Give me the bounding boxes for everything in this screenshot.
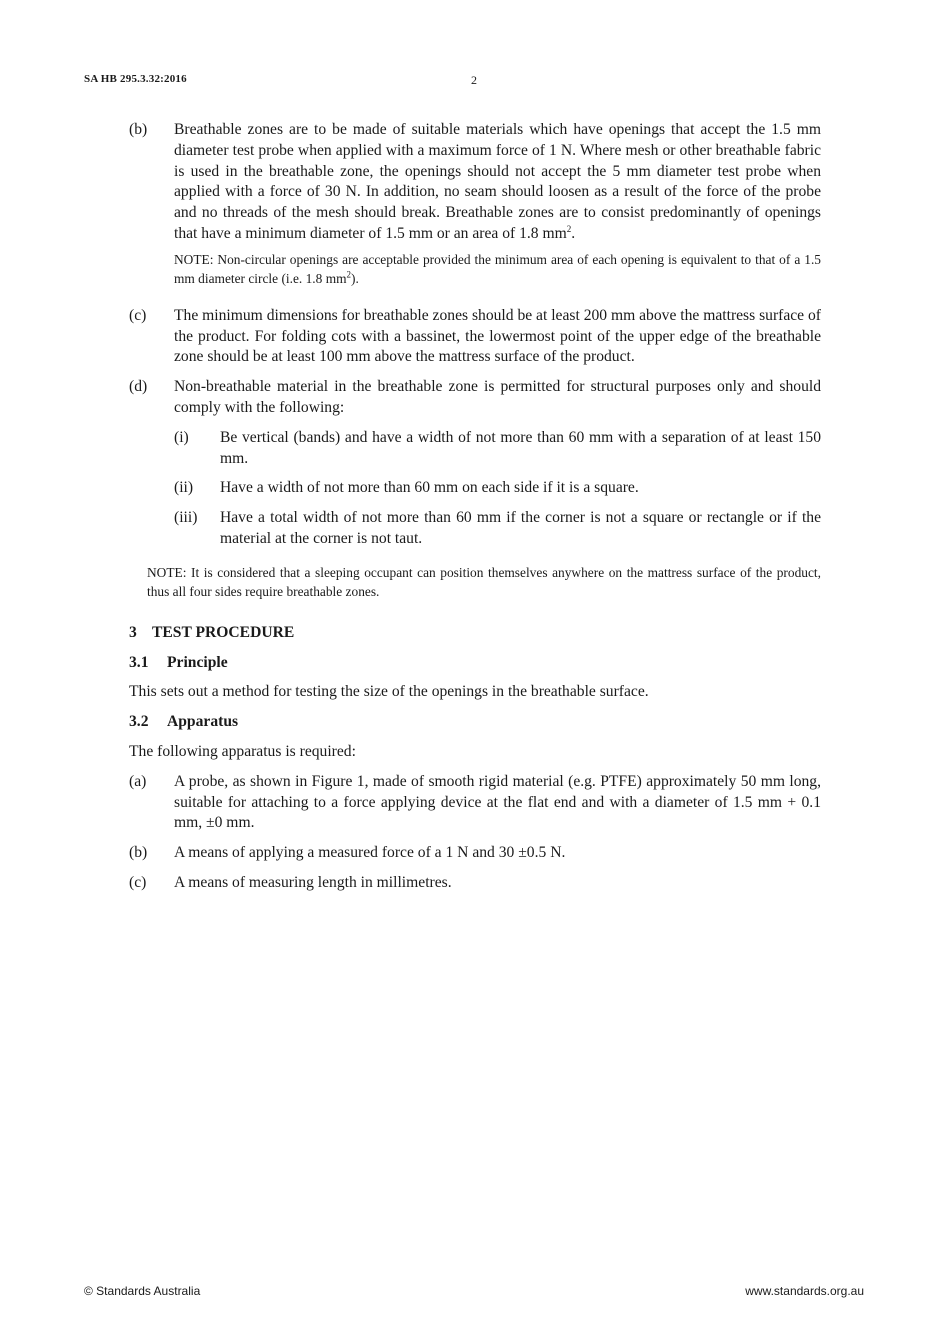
- subsection-number: 3.2: [129, 713, 149, 731]
- list-text: Non-breathable material in the breathable zone is permitted for structural purposes only and should comply with the following:: [174, 378, 821, 416]
- document-id: SA HB 295.3.32:2016: [84, 73, 187, 85]
- list-item-d: [129, 377, 821, 556]
- list-label: (b): [129, 121, 148, 138]
- sub-text: Have a width of not more than 60 mm on each side if it is a square.: [220, 479, 639, 497]
- sub-text: Have a total width of not more than 60 mm if the corner is not a square or rectangle or if the material at the corner is not taut.: [220, 509, 821, 547]
- section-heading: [129, 623, 821, 644]
- list-item-c: [129, 306, 821, 368]
- note-breathable-zones: NOTE: It is considered that a sleeping occupant can position themselves anywhere on the mattress surface of the product, thus all four sides require breathable zones.: [147, 564, 821, 599]
- sub-item-iii: [174, 508, 821, 550]
- footer-website-link[interactable]: www.standards.org.au: [745, 1284, 864, 1298]
- subsection-title: Apparatus: [167, 713, 239, 731]
- footer-copyright: © Standards Australia: [84, 1284, 201, 1298]
- sub-label: (ii): [174, 479, 194, 497]
- superscript: 2: [566, 223, 572, 234]
- list-body: [174, 120, 821, 297]
- list-label: (c): [129, 306, 147, 324]
- list-text: The minimum dimensions for breathable zones should be at least 200 mm above the mattress surface of the product. For folding cots with a bassinet, the lowermost point of the upper edge of the breathable zone should be at least 100 mm above the mattress surface of the product.: [174, 306, 821, 366]
- apparatus-item-a: [129, 772, 821, 834]
- note-b: NOTE: Non-circular openings are acceptable provided the minimum area of each opening is equivalent to that of a 1.5 mm diameter circle (i.e. 1.8 $mm^2$).: [174, 251, 821, 286]
- apparatus-item-b: [129, 843, 821, 864]
- principle-text: This sets out a method for testing the size of the openings in the breathable surface.: [129, 683, 649, 701]
- sub-item-i: [174, 428, 821, 470]
- apparatus-intro: The following apparatus is required:: [129, 742, 356, 760]
- list-label: (a): [129, 772, 147, 790]
- list-body: [174, 377, 821, 556]
- subsection-title: Principle: [167, 653, 228, 671]
- list-label: (d): [129, 378, 148, 396]
- sub-label: (iii): [174, 509, 198, 527]
- subsection-heading-principle: [129, 653, 821, 674]
- list-item-b: [129, 120, 821, 297]
- subsection-number: 3.1: [129, 653, 149, 671]
- list-text: A means of measuring length in millimetres.: [174, 873, 452, 891]
- section-number: 3: [129, 623, 137, 641]
- sub-item-ii: [174, 478, 821, 499]
- superscript: 2: [346, 269, 352, 280]
- list-text: A means of applying a measured force of a 1 N and 30 ±0.5 N.: [174, 844, 566, 862]
- list-text-tail: .: [571, 224, 576, 242]
- list-text: Breathable zones are to be made of suitable materials which have openings that accept the 1.5 mm diameter test probe when applied with a maximum force of 1 N. Where mesh or other breathable fabric is used in the breathable zone, the openings should not accept the 5 mm diameter test probe when applied with a force of 30 N. In addition, no seam should loosen as a result of the force of the probe and no threads of the mesh should break. Breathable zones are to consist predominantly of openings that have a minimum diameter of 1.5 mm or an area of 1.8 mm: [174, 121, 821, 242]
- subsection-heading-apparatus: [129, 712, 821, 733]
- list-text: A probe, as shown in Figure 1, made of smooth rigid material (e.g. PTFE) approximately 50 mm long, suitable for attaching to a force applying device at the flat end and with a diameter of 1.5 mm + 0.1 mm, ±0 mm.: [174, 772, 821, 832]
- apparatus-item-c: [129, 873, 821, 894]
- sub-label: (i): [174, 428, 189, 446]
- sub-text: Be vertical (bands) and have a width of not more than 60 mm with a separation of at least 150 mm.: [220, 428, 821, 467]
- page-content: [129, 120, 821, 903]
- list-label: (b): [129, 844, 148, 862]
- section-title: TEST PROCEDURE: [152, 623, 295, 641]
- page-number: 2: [471, 73, 477, 87]
- list-label: (c): [129, 873, 147, 891]
